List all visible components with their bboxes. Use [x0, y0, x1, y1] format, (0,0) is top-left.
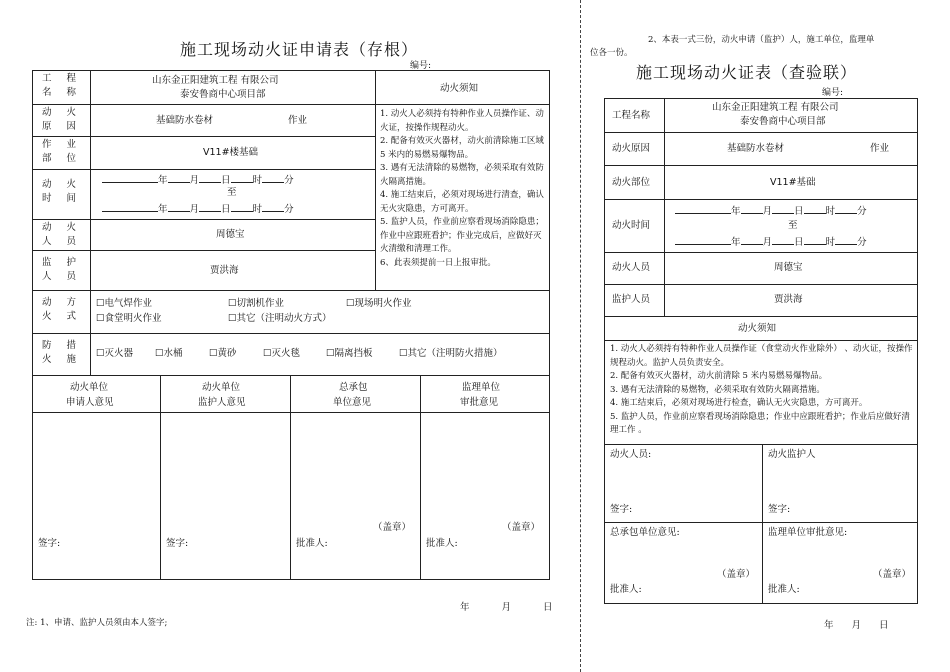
right-label-supervisor: 监护人员: [612, 294, 651, 305]
left-approver-contractor[interactable]: 批准人:: [296, 538, 328, 549]
method-option-cutting[interactable]: ☐ 切割机作业: [228, 297, 284, 310]
left-label-supervisor: 监 护 人 员: [41, 257, 83, 282]
right-supervision-label: 监理单位审批意见:: [768, 527, 848, 538]
left-project-line2: 泰安鲁商中心项目部: [180, 89, 266, 100]
left-notice-item: 2. 配备有效灭火器材，动火前清除施工区域 5 米内的易燃易爆物品。: [380, 136, 544, 160]
left-notice-item: 3. 遇有无法清除的易燃物，必须采取有效防火隔离措施。: [380, 163, 544, 187]
opinion-header-guard: 动火单位: [202, 382, 241, 393]
left-notice-item: 5. 监护人员，作业前应察看现场消除隐患；作业中应跟班看护；作业完成后，应做好灭火清缴和清理工作。: [380, 217, 544, 254]
right-time-to: 至: [788, 220, 798, 231]
right-location-value: V11#基础: [770, 177, 816, 188]
checkbox-icon: [96, 313, 105, 324]
method-option-canteen[interactable]: ☐ 食堂明火作业: [96, 312, 162, 325]
left-reason-suffix: 作业: [288, 115, 308, 126]
right-date: 年 月 日: [824, 620, 889, 631]
right-label-project: 工程名称: [612, 110, 651, 121]
right-project-line2: 泰安鲁商中心项目部: [740, 116, 826, 127]
right-top-note-line1: 2、本表一式三份，动火申请（监护）人，施工单位，监理单: [648, 35, 875, 45]
measure-option-barrier[interactable]: ☐ 隔离挡板: [326, 347, 373, 360]
left-seal-supervision: （盖章）: [502, 522, 541, 533]
left-sign-guard[interactable]: 签字:: [166, 538, 189, 549]
left-seal-contractor: （盖章）: [373, 522, 412, 533]
right-label-reason: 动火原因: [612, 143, 651, 154]
right-sign-guard[interactable]: 签字:: [768, 504, 791, 515]
left-supervisor-value: 贾洪海: [210, 265, 239, 276]
right-person-value: 周德宝: [774, 262, 803, 273]
right-label-location: 动火部位: [612, 177, 651, 188]
left-person-value: 周德宝: [216, 229, 245, 240]
checkbox-icon: [96, 348, 105, 359]
right-label-person: 动火人员: [612, 262, 651, 273]
checkbox-icon: [155, 348, 164, 359]
method-option-open-fire[interactable]: ☐ 现场明火作业: [346, 297, 412, 310]
right-reason-value: 基础防水卷材: [727, 143, 785, 154]
measure-option-sand[interactable]: ☐ 黄砂: [209, 347, 237, 360]
right-approver-supervision[interactable]: 批准人:: [768, 584, 800, 595]
measure-option-extinguisher[interactable]: ☐ 灭火器: [96, 347, 133, 360]
left-sign-applicant[interactable]: 签字:: [38, 538, 61, 549]
left-approver-supervision[interactable]: 批准人:: [426, 538, 458, 549]
checkbox-icon: [209, 348, 218, 359]
left-reason-value: 基础防水卷材: [156, 115, 214, 126]
left-location-value: V11#楼基础: [203, 147, 259, 158]
checkbox-icon: [399, 348, 408, 359]
right-label-time: 动火时间: [612, 220, 651, 231]
measure-option-bucket[interactable]: ☐ 水桶: [155, 347, 183, 360]
opinion-header-contractor: 总承包: [339, 382, 368, 393]
left-time-start: 年 月 日 时 分: [102, 172, 294, 187]
measure-option-blanket[interactable]: ☐ 灭火毯: [263, 347, 300, 360]
tear-line: [580, 0, 581, 672]
left-notice-item: 4. 施工结束后，必须对现场进行清查，确认无火灾隐患，方可离开。: [380, 190, 544, 214]
checkbox-icon: [228, 298, 237, 309]
right-time-start: 年 月 日 时 分: [675, 203, 867, 218]
opinion-header-supervision-sub: 审批意见: [460, 397, 499, 408]
opinion-header-applicant: 动火单位: [70, 382, 109, 393]
left-time-end: 年 月 日 时 分: [102, 201, 294, 216]
right-fire-guard-label: 动火监护人: [768, 449, 816, 460]
right-notice-item: 3. 遇有无法清除的易燃物，必须采取有效防火隔离措施。: [610, 384, 825, 395]
right-number-label: 编号:: [822, 88, 844, 98]
left-date: 年 月 日: [460, 602, 553, 613]
left-title: 施工现场动火证申请表（存根）: [180, 40, 419, 59]
right-notice-list: [610, 343, 914, 438]
right-notice-item: 5. 监护人员，作业前应察看现场消除隐患；作业中应跟班看护；作业后应做好清理工作 。: [610, 411, 910, 435]
right-fire-person-label: 动火人员:: [610, 449, 652, 460]
right-notice-item: 4. 施工结束后，必须对现场进行检查，确认无火灾隐患，方可离开。: [610, 398, 868, 408]
right-sign-person[interactable]: 签字:: [610, 504, 633, 515]
checkbox-icon: [228, 313, 237, 324]
right-title: 施工现场动火证表（查验联）: [636, 63, 858, 82]
right-seal-supervision: （盖章）: [873, 569, 912, 580]
left-label-person: 动 火 人 员: [41, 222, 83, 247]
right-notice-item: 1. 动火人必须持有特种作业人员操作证（食堂动火作业除外） 、动火证，按操作规程动火。监护人员负责安全。: [610, 344, 913, 368]
right-time-end: 年 月 日 时 分: [675, 234, 867, 249]
right-notice-title: 动火须知: [738, 323, 777, 334]
right-contractor-label: 总承包单位意见:: [610, 527, 680, 538]
left-notice-item: 1. 动火人必须持有特种作业人员操作证、动火证，按操作规程动火。: [380, 109, 544, 133]
checkbox-icon: [96, 298, 105, 309]
checkbox-icon: [346, 298, 355, 309]
left-label-location: 作 业 部 位: [41, 139, 83, 164]
right-notice-item: 2. 配备有效灭火器材，动火前清除 5 米内易燃易爆物品。: [610, 371, 828, 381]
left-time-to: 至: [227, 187, 237, 198]
opinion-header-supervision: 监理单位: [462, 382, 501, 393]
left-notice-list: [380, 108, 546, 270]
checkbox-icon: [326, 348, 335, 359]
right-approver-contractor[interactable]: 批准人:: [610, 584, 642, 595]
right-reason-suffix: 作业: [870, 143, 890, 154]
opinion-header-guard-sub: 监护人意见: [198, 397, 246, 408]
left-label-measures: 防 措 火 施: [41, 340, 83, 365]
right-project-line1: 山东金正阳建筑工程 有限公司: [712, 102, 839, 113]
left-project-line1: 山东金正阳建筑工程 有限公司: [152, 75, 279, 86]
right-top-note-line2: 位各一份。: [590, 48, 633, 58]
left-label-reason: 动 火 原 因: [41, 107, 83, 132]
opinion-header-applicant-sub: 申请人意见: [66, 397, 114, 408]
left-label-project: 工 程 名 称: [41, 73, 83, 98]
left-number-label: 编号:: [410, 61, 432, 71]
method-option-other[interactable]: ☐ 其它（注明动火方式）: [228, 312, 332, 325]
opinion-header-contractor-sub: 单位意见: [333, 397, 372, 408]
right-seal-contractor: （盖章）: [717, 569, 756, 580]
left-label-method: 动 方 火 式: [41, 297, 83, 322]
left-notice-item: 6、此表须提前一日上报审批。: [380, 257, 496, 268]
left-label-time: 动 火 时 间: [41, 179, 83, 204]
checkbox-icon: [263, 348, 272, 359]
left-notice-title: 动火须知: [440, 83, 479, 94]
method-option-welding[interactable]: ☐ 电气焊作业: [96, 297, 152, 310]
left-note: 注: 1、申请、监护人员须由本人签字;: [26, 618, 168, 628]
measure-option-other[interactable]: ☐ 其它（注明防火措施）: [399, 347, 503, 360]
right-supervisor-value: 贾洪海: [774, 294, 803, 305]
